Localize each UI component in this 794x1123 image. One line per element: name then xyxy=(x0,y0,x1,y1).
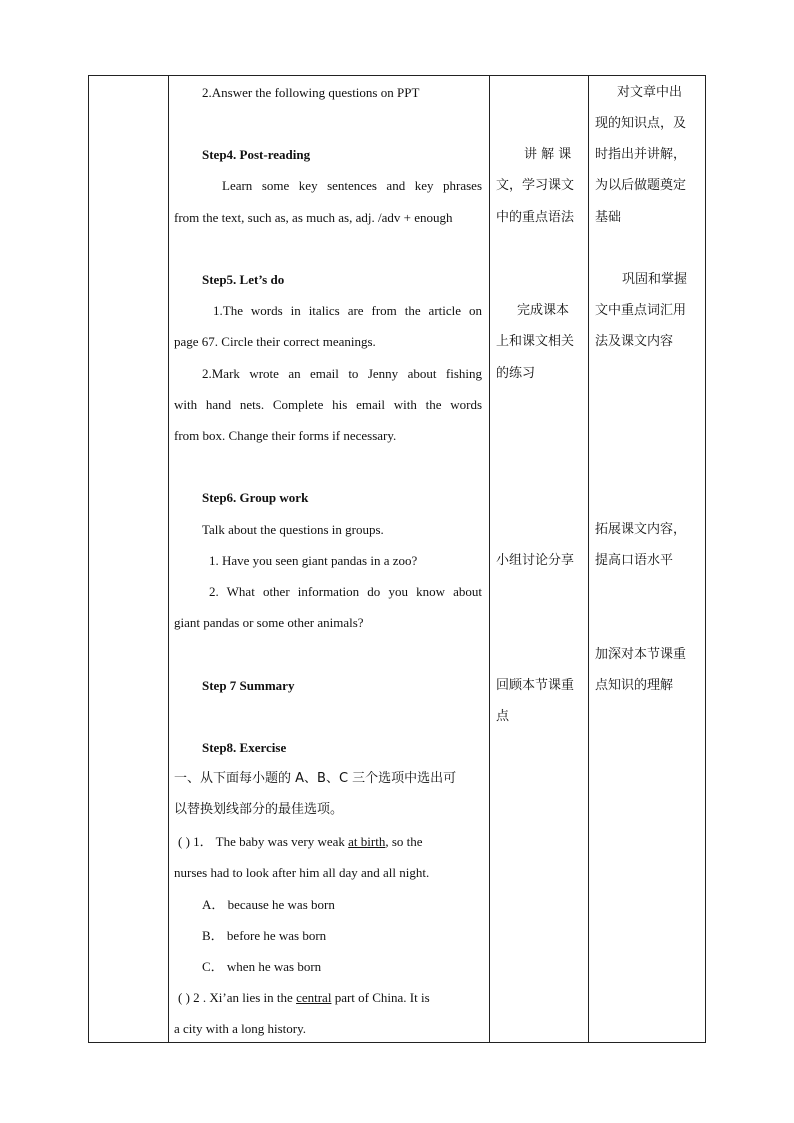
exercise-2-line: a city with a long history. xyxy=(174,1021,307,1036)
exercise-1-stem: ( ) 1． The baby was very weak xyxy=(178,834,349,849)
step5-heading: Step5. Let’s do xyxy=(202,272,285,287)
purpose-knowledge: 基础 xyxy=(595,210,622,225)
column-divider xyxy=(168,76,169,1042)
step6-question: giant pandas or some other animals? xyxy=(174,615,364,630)
exercise-1-line xyxy=(178,833,423,851)
step4-heading: Step4. Post-reading xyxy=(202,147,311,162)
method-practice: 上和课文相关 xyxy=(496,334,575,349)
step6-heading: Step6. Group work xyxy=(202,490,309,505)
step5-text-line: 2.Mark wrote an email to Jenny about fishing xyxy=(202,366,482,381)
purpose-deepen: 加深对本节课重 xyxy=(595,647,687,662)
exercise-1-option-b: B． before he was born xyxy=(202,928,327,943)
exercise-1-option-c: C． when he was born xyxy=(202,959,322,974)
purpose-extend: 拓展课文内容， xyxy=(595,522,687,537)
exercise-2-underlined: central xyxy=(296,990,332,1005)
column-divider xyxy=(588,76,589,1042)
purpose-consolidate: 法及课文内容 xyxy=(595,334,674,349)
exercise-1-option-a: A． because he was born xyxy=(202,897,335,912)
method-explain: 讲 解 课 xyxy=(524,147,572,162)
method-explain: 文，学习课文 xyxy=(496,178,575,193)
exercise-2-stem: ( ) 2 . Xi’an lies in the xyxy=(178,990,297,1005)
step8-heading: Step8. Exercise xyxy=(202,740,287,755)
purpose-knowledge: 现的知识点，及 xyxy=(595,116,687,131)
step5-text-line: 1.The words in italics are from the article on xyxy=(213,303,482,318)
method-review: 点 xyxy=(496,709,510,724)
purpose-deepen: 点知识的理解 xyxy=(595,678,674,693)
column-divider xyxy=(489,76,490,1042)
ppt-questions: 2.Answer the following questions on PPT xyxy=(202,85,420,100)
method-practice: 的练习 xyxy=(496,366,536,381)
step7-heading: Step 7 Summary xyxy=(202,678,295,693)
purpose-knowledge: 时指出并讲解， xyxy=(595,147,687,162)
purpose-consolidate: 文中重点词汇用 xyxy=(595,303,687,318)
method-explain: 中的重点语法 xyxy=(496,210,575,225)
step6-text-line: Talk about the questions in groups. xyxy=(202,522,384,537)
purpose-extend: 提高口语水平 xyxy=(595,553,674,568)
exercise-1-line: nurses had to look after him all day and all night. xyxy=(174,865,430,880)
exercise-2-line xyxy=(178,989,430,1007)
step6-question: 2. What other information do you know about xyxy=(209,584,482,599)
purpose-knowledge: 对文章中出 xyxy=(617,85,683,100)
exercise-2-stem-end: part of China. It is xyxy=(331,990,430,1005)
step4-text-line: from the text, such as, as much as, adj. /adv + enough xyxy=(174,210,453,225)
exercise-1-underlined: at birth xyxy=(348,834,386,849)
purpose-knowledge: 为以后做题奠定 xyxy=(595,178,687,193)
method-review: 回顾本节课重 xyxy=(496,678,575,693)
step5-text-line: with hand nets. Complete his email with the words xyxy=(174,397,482,412)
method-practice: 完成课本 xyxy=(517,303,570,318)
step5-text-line: page 67. Circle their correct meanings. xyxy=(174,334,376,349)
exercise-1-stem-end: , so the xyxy=(385,834,423,849)
step5-text-line: from box. Change their forms if necessary. xyxy=(174,428,397,443)
purpose-consolidate: 巩固和掌握 xyxy=(622,272,688,287)
method-group-share: 小组讨论分享 xyxy=(496,553,575,568)
step4-text-line: Learn some key sentences and key phrases xyxy=(222,178,482,193)
exercise-instructions: 一、从下面每小题的 A、B、C 三个选项中选出可 xyxy=(174,771,457,786)
exercise-instructions: 以替换划线部分的最佳选项。 xyxy=(174,802,344,817)
step6-question: 1. Have you seen giant pandas in a zoo? xyxy=(209,553,418,568)
